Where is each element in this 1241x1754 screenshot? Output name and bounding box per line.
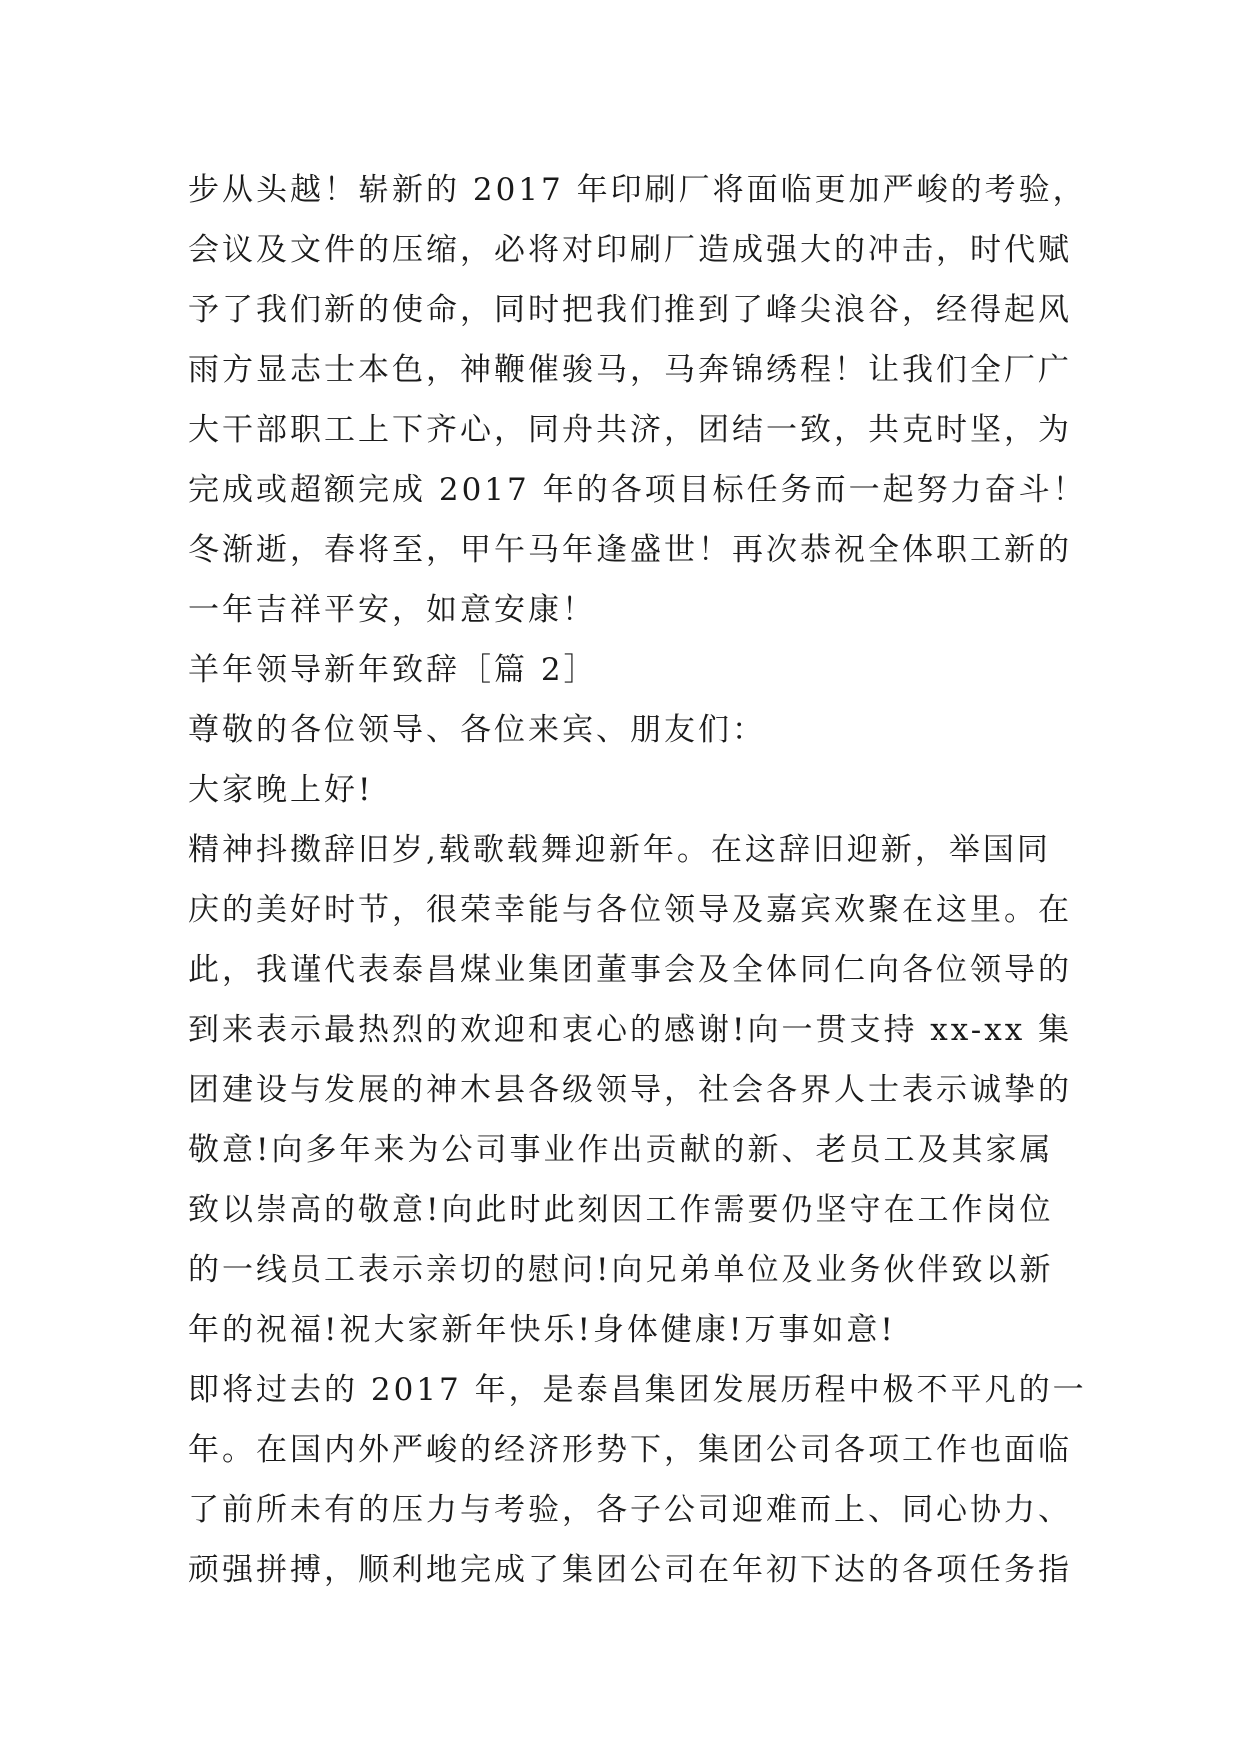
text-line: 大干部职工上下齐心，同舟共济，团结一致，共克时坚，为 xyxy=(188,412,1072,448)
document-body xyxy=(188,160,1088,1600)
text-line: 冬渐逝，春将至，甲午马年逢盛世！再次恭祝全体职工新的 xyxy=(188,532,1072,568)
text-line: 精神抖擞辞旧岁,载歌载舞迎新年。在这辞旧迎新，举国同 xyxy=(188,832,1051,868)
text-line: 敬意!向多年来为公司事业作出贡献的新、老员工及其家属 xyxy=(188,1132,1054,1168)
text-line: 了前所未有的压力与考验，各子公司迎难而上、同心协力、 xyxy=(188,1492,1072,1528)
text-line: 到来表示最热烈的欢迎和衷心的感谢!向一贯支持 xx-xx 集 xyxy=(188,1012,1073,1048)
text-line: 年。在国内外严峻的经济形势下，集团公司各项工作也面临 xyxy=(188,1432,1072,1468)
text-line: 年的祝福!祝大家新年快乐!身体健康!万事如意! xyxy=(188,1312,896,1348)
text-line: 一年吉祥平安，如意安康！ xyxy=(188,592,596,628)
text-line: 会议及文件的压缩，必将对印刷厂造成强大的冲击，时代赋 xyxy=(188,232,1072,268)
text-line: 顽强拼搏，顺利地完成了集团公司在年初下达的各项任务指 xyxy=(188,1552,1072,1588)
text-line: 团建设与发展的神木县各级领导，社会各界人士表示诚挚的 xyxy=(188,1072,1072,1108)
text-line: 完成或超额完成 2017 年的各项目标任务而一起努力奋斗！ xyxy=(188,472,1087,508)
text-line: 此，我谨代表泰昌煤业集团董事会及全体同仁向各位领导的 xyxy=(188,952,1072,988)
text-line: 雨方显志士本色，神鞭催骏马，马奔锦绣程！让我们全厂广 xyxy=(188,352,1072,388)
section-heading: 羊年领导新年致辞［篇 2］ xyxy=(188,652,598,688)
salutation: 尊敬的各位领导、各位来宾、朋友们： xyxy=(188,712,766,748)
text-line: 的一线员工表示亲切的慰问!向兄弟单位及业务伙伴致以新 xyxy=(188,1252,1054,1288)
text-line: 即将过去的 2017 年，是泰昌集团发展历程中极不平凡的一 xyxy=(188,1372,1087,1408)
text-line: 予了我们新的使命，同时把我们推到了峰尖浪谷，经得起风 xyxy=(188,292,1072,328)
text-line: 步从头越！崭新的 2017 年印刷厂将面临更加严峻的考验， xyxy=(188,172,1087,208)
text-line: 庆的美好时节，很荣幸能与各位领导及嘉宾欢聚在这里。在 xyxy=(188,892,1072,928)
greeting: 大家晚上好! xyxy=(188,772,374,808)
text-line: 致以崇高的敬意!向此时此刻因工作需要仍坚守在工作岗位 xyxy=(188,1192,1054,1228)
